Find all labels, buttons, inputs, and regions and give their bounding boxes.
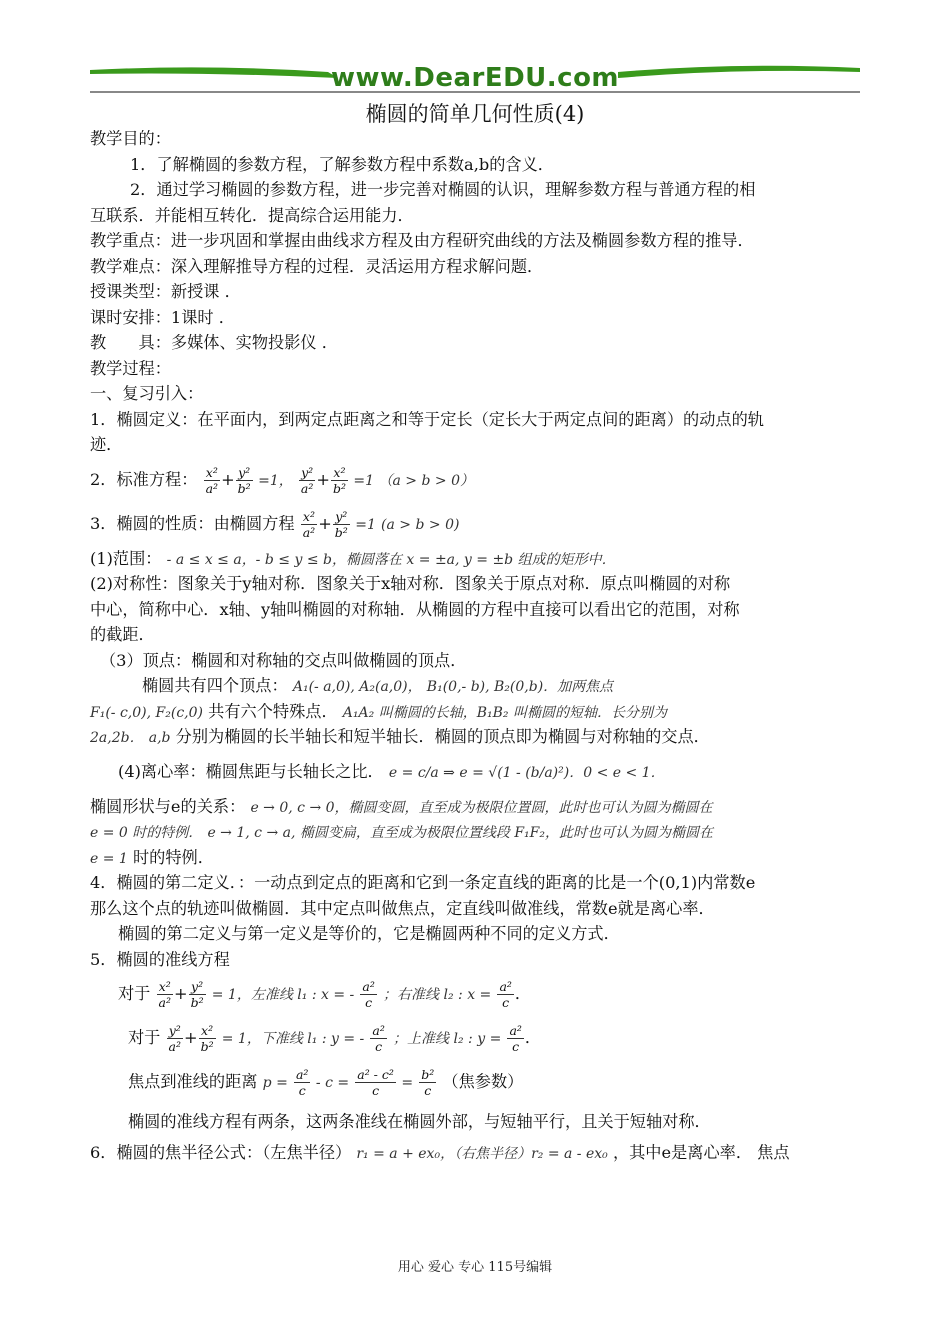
paragraph: 教学难点：深入理解推导方程的过程．灵活运用方程求解问题． (90, 256, 544, 276)
ab-math: a,b (148, 730, 171, 746)
lower-directrix: = 1，下准线 l₁ : y = - (221, 1031, 365, 1047)
label: 椭圆形状与e的关系： (90, 796, 246, 816)
label: 分别为椭圆的长半轴长和短半轴长．椭圆的顶点即为椭圆与对称轴的交点． (175, 727, 710, 746)
fraction: $\frac{\text{x²}}{\text{b²}}$ (332, 464, 346, 496)
axes-line (90, 724, 865, 750)
property-line: 3．椭圆的性质：由椭圆方程 $\frac{\text{x²}}{\text{a²}}$ + $\frac{\text{y²}}{\text{b²}}$ =1 (a > b > 0) (90, 508, 460, 540)
axes-math: A₁A₂ 叫椭圆的长轴，B₁B₂ 叫椭圆的短轴．长分别为 (342, 704, 667, 721)
e-segment-math: e → 1, c → a, 椭圆变扁，直至成为极限位置线段 F₁F₂，此时也可认为圆为椭圆在 (207, 825, 713, 841)
section-heading: 教学过程： (90, 358, 171, 378)
label: 椭圆共有四个顶点： (142, 676, 288, 695)
paragraph: （3）顶点：椭圆和对称轴的交点叫做椭圆的顶点． (100, 650, 467, 670)
paragraph: 互联系．并能相互转化．提高综合运用能力． (90, 205, 414, 225)
label: 6．椭圆的焦半径公式：（左焦半径） (90, 1143, 352, 1162)
section-heading: 教学目的： (90, 129, 171, 148)
label: (4)离心率：椭圆焦距与长轴长之比． (118, 761, 384, 781)
fraction: $\frac{\text{a²}}{c}$ (372, 1023, 385, 1054)
upper-directrix: ；上准线 l₂ : y = (393, 1031, 502, 1047)
fraction: $\frac{\text{x²}}{\text{a²}}$ (158, 979, 171, 1010)
directrix-line-2: 对于 $\frac{\text{y²}}{\text{a²}}$ + $\frac{\text{x²}}{\text{b²}}$ = 1，下准线 l₁ : y = - $\frac{\text{a²}}{c}$ ；上准线 l₂ : y = $\frac{\text{a²}}{c}$ ． (128, 1023, 542, 1054)
document-body (90, 126, 865, 1166)
e-one-math: e = 1 (90, 850, 128, 867)
paragraph: 授课类型：新授课 ． (90, 282, 241, 301)
section-heading: 5．椭圆的准线方程 (90, 949, 230, 969)
axes-length: 2a,2b． (90, 730, 144, 746)
paragraph: 教 具：多媒体、实物投影仪 ． (90, 333, 338, 352)
e-circle-math: e → 0, c → 0，椭圆变圆，直至成为极限位置圆，此时也可认为圆为椭圆在 (250, 799, 713, 816)
label: 时的特例． (132, 847, 214, 867)
site-url[interactable]: www.DearEDU.com (330, 63, 620, 93)
directrix-line-1: 对于 $\frac{\text{x²}}{\text{a²}}$ + $\frac{\text{y²}}{\text{b²}}$ = 1，左准线 l₁ : x = - $\frac{\text{a²}}{c}$ ；右准线 l₂ : x = $\frac{\text{a²}}{c}$ ． (118, 979, 532, 1010)
fraction: $\frac{\text{y²}}{\text{b²}}$ (237, 464, 251, 496)
range-math: - a ≤ x ≤ a，- b ≤ y ≤ b，椭圆落在 x = ±a, y = ±b 组成的矩形中． (166, 551, 616, 568)
page-title: 椭圆的简单几何性质(4) (365, 102, 585, 126)
paragraph: 教学重点：进一步巩固和掌握由曲线求方程及由方程研究曲线的方法及椭圆参数方程的推导． (90, 231, 754, 250)
eccentricity-line (90, 750, 865, 794)
paragraph: 迹． (90, 435, 123, 454)
paragraph: 的截距． (90, 625, 155, 644)
paragraph: 1．椭圆定义：在平面内，到两定点距离之和等于定长（定长大于两定点间的距离）的动点的轨 (90, 409, 764, 429)
fraction: $\frac{\text{b²}}{c}$ (421, 1067, 435, 1098)
left-directrix: = 1，左准线 l₁ : x = - (211, 987, 355, 1003)
label: 对于 (118, 984, 151, 1003)
label: 3．椭圆的性质：由椭圆方程 (90, 513, 295, 533)
section-heading: 一、复习引入： (90, 384, 204, 403)
paragraph: 椭圆的准线方程有两条，这两条准线在椭圆外部，与短轴平行，且关于短轴对称． (128, 1112, 711, 1131)
standard-equation-line: 2．标准方程： $\frac{\text{x²}}{\text{a²}}$ + $\frac{\text{y²}}{\text{b²}}$ =1， $\frac{\text{y²}}{\text{a²}}$ + $\frac{\text{x²}}{\text{b²}}$ =1 （a > b > 0） (90, 464, 474, 496)
paragraph: 椭圆的第二定义与第一定义是等价的，它是椭圆两种不同的定义方式． (118, 924, 620, 943)
label: ，其中e是离心率． 焦点 (612, 1143, 790, 1162)
paragraph: 课时安排：1课时 ． (90, 307, 235, 327)
fraction: $\frac{\text{y²}}{\text{a²}}$ (300, 464, 314, 496)
condition: （a > b > 0） (378, 472, 474, 489)
paragraph: (2)对称性：图象关于y轴对称．图象关于x轴对称．图象关于原点对称．原点叫椭圆的对称 (90, 574, 731, 593)
right-directrix: ；右准线 l₂ : x = (383, 987, 492, 1003)
paragraph: 中心，简称中心．x轴、y轴叫椭圆的对称轴．从椭圆的方程中直接可以看出它的范围，对称 (90, 599, 740, 619)
label: (1)范围： (90, 548, 162, 568)
label: 共有六个特殊点． (208, 701, 338, 721)
foci-line (90, 699, 865, 725)
page-footer: 用心 爱心 专心 115号编辑 (397, 1260, 553, 1275)
paragraph: 1．了解椭圆的参数方程，了解参数方程中系数a,b的含义． (130, 154, 554, 174)
fraction: $\frac{\text{y²}}{\text{b²}}$ (334, 508, 348, 540)
fraction: $\frac{\text{x²}}{\text{b²}}$ (200, 1023, 214, 1054)
fraction: $\frac{\text{a²}}{c}$ (295, 1067, 309, 1098)
vertices-b: B₁(0,- b), B₂(0,b)．加两焦点 (426, 679, 614, 695)
fraction: $\frac{\text{y²}}{\text{a²}}$ (168, 1023, 181, 1054)
e-zero-math: e = 0 时的特例． (90, 825, 203, 841)
label: 对于 (128, 1028, 161, 1047)
condition: (a > b > 0) (381, 516, 460, 533)
label: （焦参数） (442, 1072, 524, 1091)
fraction: $\frac{\text{x²}}{\text{a²}}$ (302, 508, 316, 540)
vertices-line (90, 673, 865, 699)
fraction: $\frac{\text{a²}}{c}$ (509, 1023, 522, 1054)
focal-parameter-line: 焦点到准线的距离 p = $\frac{\text{a²}}{c}$ - c = $\frac{\text{a² - c²}}{c}$ = $\frac{\text{b²}}{c}$ （焦参数） (128, 1067, 524, 1098)
shape-line (90, 819, 865, 845)
range-line (90, 546, 865, 572)
p-expression: p = (262, 1075, 288, 1091)
fraction: $\frac{\text{a² - c²}}{c}$ (357, 1067, 394, 1098)
eccentricity-math: e = c/a ⇒ e = √(1 - (b/a)²)．0 < e < 1． (388, 764, 665, 781)
paragraph: 4．椭圆的第二定义．：一动点到定点的距离和它到一条定直线的距离的比是一个(0,1)内常数e (90, 873, 756, 892)
fraction: $\frac{\text{y²}}{\text{b²}}$ (190, 979, 204, 1010)
label: 2．标准方程： (90, 469, 198, 489)
focal-radius-math: r₁ = a + ex₀，（右焦半径）r₂ = a - ex₀ (356, 1146, 608, 1162)
foci-math: F₁(- c,0), F₂(c,0) (90, 704, 203, 721)
header-banner (88, 60, 862, 96)
focal-radius-line (90, 1140, 865, 1166)
fraction: $\frac{\text{x²}}{\text{a²}}$ (205, 464, 219, 496)
fraction: $\frac{\text{a²}}{c}$ (362, 979, 375, 1010)
shape-line (90, 845, 865, 871)
shape-line (90, 794, 865, 820)
fraction: $\frac{\text{a²}}{c}$ (499, 979, 512, 1010)
paragraph: 那么这个点的轨迹叫做椭圆．其中定点叫做焦点，定直线叫做准线，常数e就是离心率． (90, 898, 715, 918)
paragraph: 2．通过学习椭圆的参数方程，进一步完善对椭圆的认识，理解参数方程与普通方程的相 (130, 180, 756, 199)
label: 焦点到准线的距离 (128, 1072, 258, 1091)
vertices-a: A₁(- a,0), A₂(a,0)， (292, 679, 422, 695)
